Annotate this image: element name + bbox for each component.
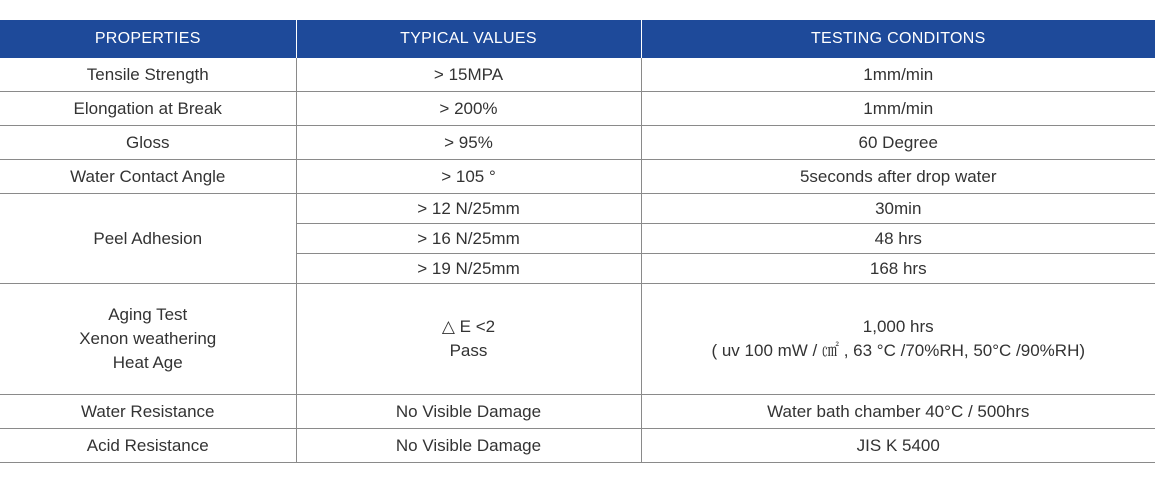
cell-value: > 12 N/25mm: [296, 194, 641, 224]
cell-property: Peel Adhesion: [0, 194, 296, 284]
cell-property: Water Contact Angle: [0, 160, 296, 194]
cell-property: Gloss: [0, 126, 296, 160]
header-typical-values: TYPICAL VALUES: [296, 20, 641, 58]
table-row-peel-1: [0, 194, 1155, 224]
condition-line: ( uv 100 mW / ㎠ , 63 °C /70%RH, 50°C /90%RH): [711, 341, 1086, 360]
cell-value: > 16 N/25mm: [296, 224, 641, 254]
cell-property: Water Resistance: [0, 395, 296, 429]
cell-condition: 1mm/min: [641, 92, 1155, 126]
cell-condition: Water bath chamber 40°C / 500hrs: [641, 395, 1155, 429]
properties-table: [0, 20, 1155, 463]
cell-condition: 5seconds after drop water: [641, 160, 1155, 194]
cell-property: [0, 284, 296, 395]
cell-value: > 200%: [296, 92, 641, 126]
cell-value: > 15MPA: [296, 58, 641, 92]
value-line: Pass: [449, 341, 488, 360]
cell-value: > 105 °: [296, 160, 641, 194]
cell-condition: JIS K 5400: [641, 429, 1155, 463]
cell-condition: [641, 284, 1155, 395]
cell-value: No Visible Damage: [296, 429, 641, 463]
cell-value: > 95%: [296, 126, 641, 160]
table-row-water-resistance: [0, 395, 1155, 429]
cell-condition: 48 hrs: [641, 224, 1155, 254]
table-row-contact-angle: [0, 160, 1155, 194]
cell-value: No Visible Damage: [296, 395, 641, 429]
cell-property: Elongation at Break: [0, 92, 296, 126]
table-row-gloss: [0, 126, 1155, 160]
header-properties: PROPERTIES: [0, 20, 296, 58]
table-row-elongation: [0, 92, 1155, 126]
cell-condition: 30min: [641, 194, 1155, 224]
cell-property: Tensile Strength: [0, 58, 296, 92]
table-row-aging: [0, 284, 1155, 395]
cell-property: Acid Resistance: [0, 429, 296, 463]
cell-value: [296, 284, 641, 395]
header-row: [0, 20, 1155, 58]
table-row-acid-resistance: [0, 429, 1155, 463]
cell-condition: 1mm/min: [641, 58, 1155, 92]
cell-condition: 168 hrs: [641, 254, 1155, 284]
header-testing-conditions: TESTING CONDITONS: [641, 20, 1155, 58]
property-line: Heat Age: [112, 353, 183, 372]
property-line: Aging Test: [108, 305, 188, 324]
value-line: △ E <2: [441, 317, 496, 336]
property-line: Xenon weathering: [79, 329, 217, 348]
cell-condition: 60 Degree: [641, 126, 1155, 160]
condition-line: 1,000 hrs: [862, 317, 934, 336]
table-row-tensile: [0, 58, 1155, 92]
cell-value: > 19 N/25mm: [296, 254, 641, 284]
